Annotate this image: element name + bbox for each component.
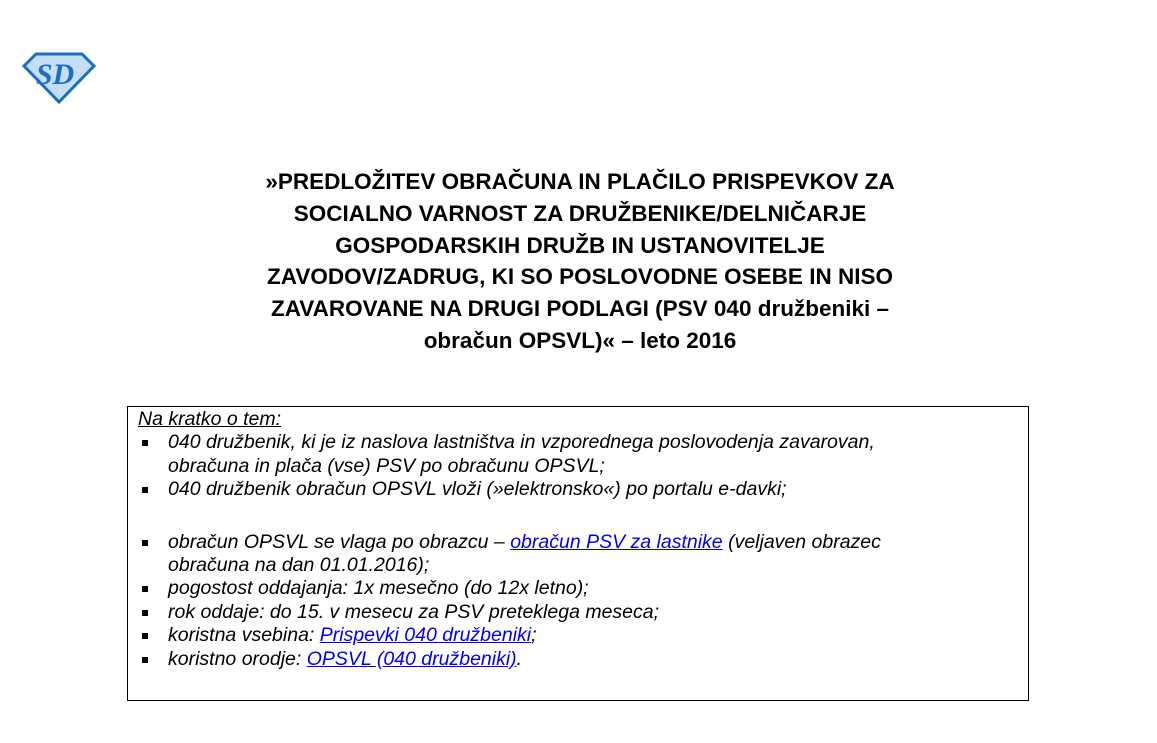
item-text: obračuna na dan 01.01.2016); bbox=[168, 554, 430, 577]
bullet-icon bbox=[142, 657, 148, 663]
link-opsvl-040-druzbeniki[interactable]: OPSVL (040 družbeniki) bbox=[306, 647, 517, 670]
item-text: (veljaven obrazec bbox=[722, 530, 881, 553]
title-line: GOSPODARSKIH DRUŽB IN USTANOVITELJE bbox=[335, 232, 825, 258]
bullet-icon bbox=[142, 610, 148, 616]
title-line: SOCIALNO VARNOST ZA DRUŽBENIKE/DELNIČARJE bbox=[293, 200, 867, 226]
link-obracun-psv-za-lastnike[interactable]: obračun PSV za lastnike bbox=[510, 530, 723, 553]
summary-heading: Na kratko o tem: bbox=[138, 408, 282, 430]
item-text: 040 družbenik obračun OPSVL vloži (»elektronsko«) po portalu e-davki; bbox=[168, 478, 787, 501]
title-line: ZAVAROVANE NA DRUGI PODLAGI (PSV 040 družbeniki – bbox=[270, 296, 889, 322]
title-line: »PREDLOŽITEV OBRAČUNA IN PLAČILO PRISPEVKOV ZA bbox=[265, 169, 895, 194]
item-text: pogostost oddajanja: 1x mesečno (do 12x letno); bbox=[168, 577, 589, 600]
bullet-icon bbox=[142, 633, 148, 639]
item-text: koristno orodje: bbox=[168, 647, 307, 670]
svg-text:SD: SD bbox=[35, 58, 75, 91]
list-item bbox=[138, 431, 1028, 478]
title-line: obračun OPSVL)« – leto 2016 bbox=[423, 327, 737, 353]
bullet-icon bbox=[142, 586, 148, 592]
list-item bbox=[138, 601, 1028, 624]
bullet-icon bbox=[142, 540, 148, 546]
item-text: obračuna in plača (vse) PSV po obračunu OPSVL; bbox=[168, 454, 605, 477]
item-text: 040 družbenik, ki je iz naslova lastništva in vzporednega poslovodenja zavarovan, bbox=[168, 431, 875, 454]
document-title bbox=[150, 166, 1010, 357]
list-item bbox=[138, 478, 1028, 501]
link-prispevki-040-druzbeniki[interactable]: Prispevki 040 družbeniki bbox=[319, 624, 532, 647]
list-item bbox=[138, 577, 1028, 600]
item-text: rok oddaje: do 15. v mesecu za PSV preteklega meseca; bbox=[168, 600, 660, 623]
item-text: obračun OPSVL se vlaga po obrazcu – bbox=[168, 530, 511, 553]
list-item bbox=[138, 531, 1028, 578]
bullet-icon bbox=[142, 440, 148, 446]
title-line: ZAVODOV/ZADRUG, KI SO POSLOVODNE OSEBE IN NISO bbox=[267, 264, 893, 290]
list-item bbox=[138, 624, 1028, 647]
bullet-icon bbox=[142, 487, 148, 493]
list-item bbox=[138, 648, 1028, 671]
item-text: ; bbox=[531, 624, 537, 647]
summary-box bbox=[127, 406, 1029, 701]
item-text: koristna vsebina: bbox=[168, 624, 320, 647]
company-logo bbox=[22, 48, 96, 104]
item-text: . bbox=[516, 647, 523, 670]
